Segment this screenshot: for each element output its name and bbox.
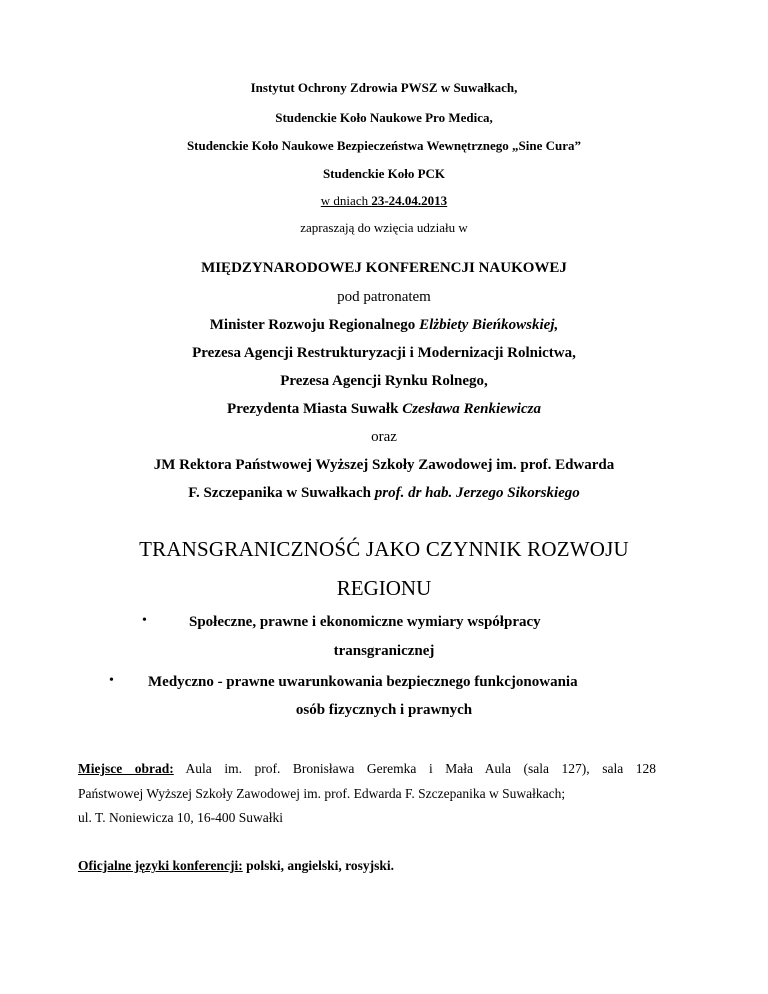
venue-text: Aula im. prof. Bronisława Geremka i Mała Aula (sala 127), sala 128 — [173, 761, 656, 776]
bullet-1-line-1: Społeczne, prawne i ekonomiczne wymiary współpracy — [189, 614, 541, 630]
invite-line: zapraszają do wzięcia udziału w — [300, 220, 468, 235]
bullet-icon: • — [142, 613, 147, 628]
bullet-1-line-2: transgranicznej — [333, 643, 435, 659]
languages-line — [78, 858, 656, 874]
patron-minister-role: Minister Rozwoju Regionalnego — [209, 317, 420, 333]
venue-line-2: Państwowej Wyższej Szkoły Zawodowej im. prof. Edwarda F. Szczepanika w Suwałkach; — [78, 786, 566, 801]
conference-title: MIĘDZYNARODOWEJ KONFERENCJI NAUKOWEJ — [201, 260, 567, 276]
patron-mayor — [0, 401, 768, 418]
bullet-2-line-1: Medyczno - prawne uwarunkowania bezpiecznego funkcjonowania — [148, 674, 578, 690]
patronage-line: pod patronatem — [337, 289, 431, 305]
venue-label: Miejsce obrad: — [78, 761, 174, 776]
rector-name: prof. dr hab. Jerzego Sikorskiego — [374, 485, 580, 501]
dates-line — [0, 193, 768, 209]
patron-minister — [0, 317, 768, 334]
dates-value: 23-24.04.2013 — [371, 193, 448, 208]
patron-minister-name: Elżbiety Bieńkowskiej, — [419, 317, 559, 333]
rector-line-2 — [0, 485, 768, 502]
bullet-2-line-2: osób fizycznych i prawnych — [295, 702, 473, 718]
circle-pro-medica: Studenckie Koło Naukowe Pro Medica, — [275, 110, 493, 125]
patron-mayor-role: Prezydenta Miasta Suwałk — [227, 401, 403, 417]
rector-line-1: JM Rektora Państwowej Wyższej Szkoły Zawodowej im. prof. Edwarda — [153, 457, 615, 473]
venue-line-1 — [78, 761, 656, 777]
circle-pck: Studenckie Koło PCK — [322, 166, 446, 181]
bullet-icon: • — [109, 673, 114, 688]
circle-sine-cura: Studenckie Koło Naukowe Bezpieczeństwa Wewnętrznego „Sine Cura” — [186, 138, 582, 153]
patron-mayor-name: Czesława Renkiewicza — [402, 401, 541, 417]
patron-arimr: Prezesa Agencji Restrukturyzacji i Modernizacji Rolnictwa, — [192, 345, 576, 361]
and-line: oraz — [371, 429, 397, 445]
theme-title-line-2: REGIONU — [336, 576, 432, 600]
languages-label: Oficjalne języki konferencji: — [78, 858, 243, 873]
venue-line-3: ul. T. Noniewicza 10, 16-400 Suwałki — [78, 810, 283, 825]
dates-prefix: w dniach — [320, 193, 372, 208]
languages-value: polski, angielski, rosyjski. — [242, 858, 395, 873]
theme-title-line-1: TRANSGRANICZNOŚĆ JAKO CZYNNIK ROZWOJU — [139, 537, 629, 561]
rector-role: F. Szczepanika w Suwałkach — [188, 485, 375, 501]
institute-line: Instytut Ochrony Zdrowia PWSZ w Suwałkach, — [250, 80, 518, 95]
patron-arr: Prezesa Agencji Rynku Rolnego, — [280, 373, 488, 389]
